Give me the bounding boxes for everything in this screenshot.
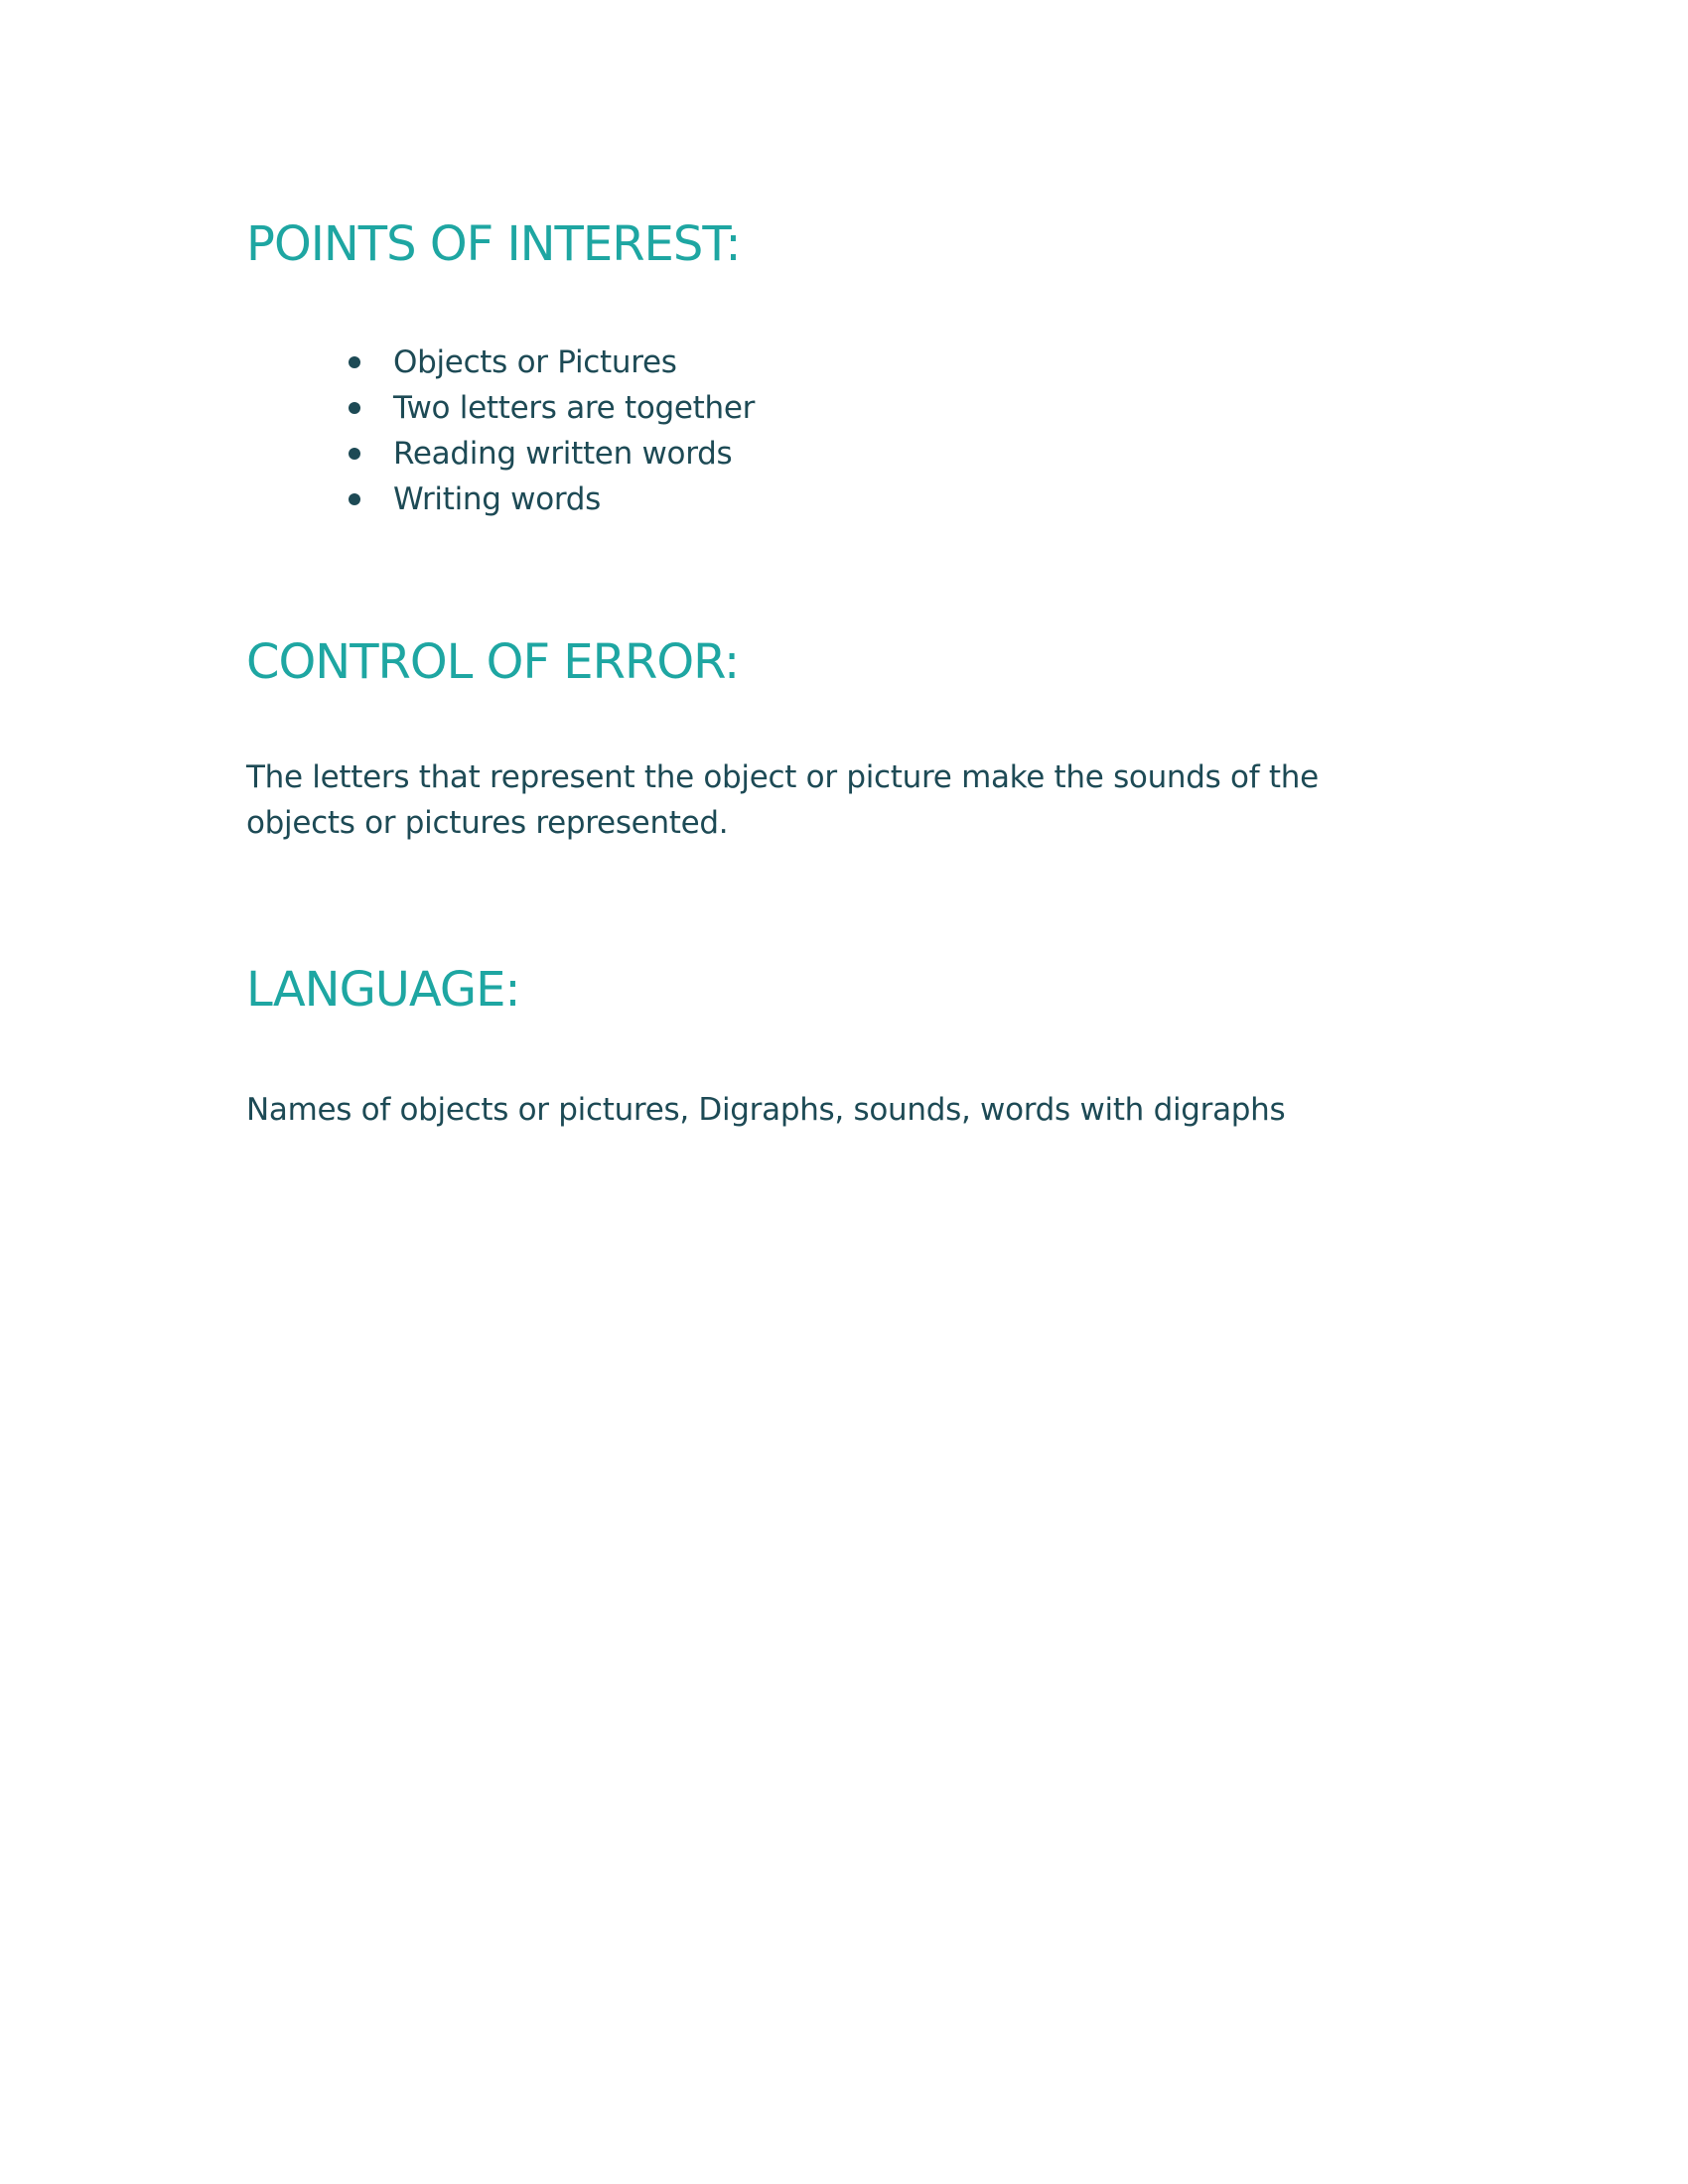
list-item-label: Reading written words bbox=[393, 436, 733, 472]
bullet-icon bbox=[349, 402, 360, 414]
bullet-icon bbox=[349, 356, 360, 368]
control-of-error-heading: CONTROL OF ERROR: bbox=[246, 634, 740, 690]
language-text: Names of objects or pictures, Digraphs, sounds, words with digraphs bbox=[246, 1092, 1286, 1128]
bullet-icon bbox=[349, 493, 360, 505]
language-heading: LANGUAGE: bbox=[246, 962, 520, 1018]
control-of-error-line-2: objects or pictures represented. bbox=[246, 805, 729, 841]
control-of-error-line-1: The letters that represent the object or picture make the sounds of the bbox=[246, 759, 1319, 795]
list-item-label: Objects or Pictures bbox=[393, 344, 677, 380]
list-item-label: Writing words bbox=[393, 481, 602, 517]
list-item-label: Two letters are together bbox=[393, 390, 756, 426]
bullet-icon bbox=[349, 448, 360, 460]
control-of-error-text bbox=[246, 754, 1319, 846]
points-of-interest-heading: POINTS OF INTEREST: bbox=[246, 216, 741, 272]
